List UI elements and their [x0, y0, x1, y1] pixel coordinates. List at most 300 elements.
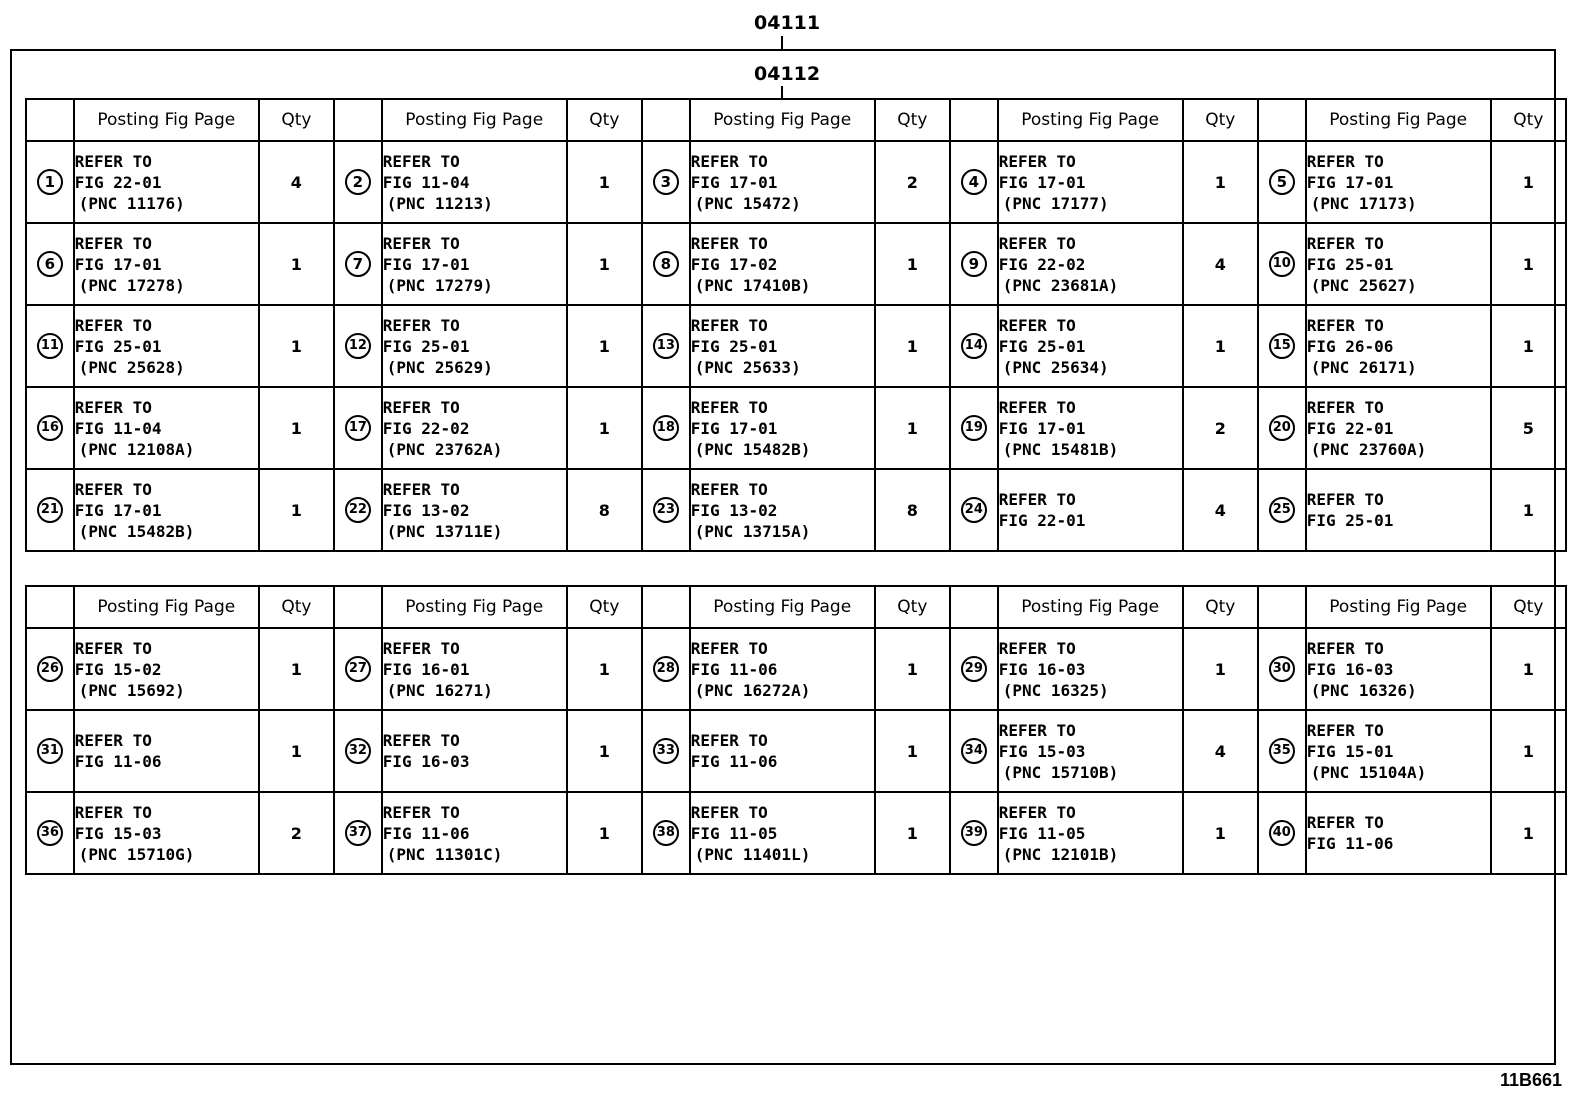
item-number-circle: 23: [653, 497, 679, 523]
item-number-cell: [642, 710, 690, 792]
item-number-circle: 15: [1269, 333, 1295, 359]
qty-cell: 1: [1491, 305, 1566, 387]
fig-reference: FIG 22-02: [998, 254, 1086, 274]
fig-reference: FIG 16-03: [998, 659, 1086, 679]
fig-reference: FIG 16-03: [382, 752, 470, 771]
header-row: [26, 586, 1566, 628]
qty-cell: 4: [1183, 223, 1258, 305]
item-number-cell: [334, 792, 382, 874]
table-row: [26, 305, 1566, 387]
item-number-circle: 6: [37, 251, 63, 277]
header-posting-fig-page: Posting Fig Page: [1306, 586, 1491, 628]
qty-cell: 8: [567, 469, 642, 551]
posting-fig-page-cell: [382, 387, 567, 469]
header-number-cell: [334, 586, 382, 628]
item-number-cell: [642, 792, 690, 874]
posting-fig-page-cell: [998, 628, 1183, 710]
refer-to-text: REFER TO: [382, 479, 460, 499]
qty-cell: 1: [567, 305, 642, 387]
posting-fig-page-cell: [1306, 141, 1491, 223]
refer-to-text: REFER TO: [74, 397, 152, 417]
item-number-cell: [950, 305, 998, 387]
item-number-cell: [334, 387, 382, 469]
posting-fig-page-cell: [1306, 469, 1491, 551]
item-number-circle: 10: [1269, 251, 1295, 277]
figure-code: 11B661: [1499, 1070, 1562, 1090]
pnc-reference: (PNC 17177): [1002, 193, 1109, 213]
item-number-circle: 37: [345, 820, 371, 846]
item-number-circle: 24: [961, 497, 987, 523]
refer-to-text: REFER TO: [690, 151, 768, 171]
header-number-cell: [26, 586, 74, 628]
fig-reference: FIG 11-06: [74, 752, 162, 771]
fig-reference: FIG 11-06: [690, 752, 778, 771]
posting-fig-page-cell: [382, 628, 567, 710]
item-number-cell: [334, 710, 382, 792]
header-posting-fig-page: Posting Fig Page: [998, 99, 1183, 141]
fig-reference: FIG 25-01: [1306, 254, 1394, 274]
item-number-cell: [1258, 628, 1306, 710]
pnc-reference: (PNC 11401L): [694, 844, 811, 864]
refer-to-text: REFER TO: [1306, 720, 1384, 740]
item-number-cell: [642, 469, 690, 551]
pnc-reference: (PNC 25628): [78, 357, 185, 377]
fig-reference: FIG 15-02: [74, 659, 162, 679]
posting-fig-page-cell: [74, 305, 259, 387]
qty-cell: 1: [1491, 628, 1566, 710]
item-number-circle: 32: [345, 738, 371, 764]
item-number-cell: [642, 305, 690, 387]
item-number-cell: [1258, 792, 1306, 874]
refer-to-text: REFER TO: [690, 638, 768, 658]
header-qty: Qty: [875, 586, 950, 628]
fig-reference: FIG 11-06: [382, 823, 470, 843]
qty-cell: 1: [1183, 141, 1258, 223]
header-qty: Qty: [1183, 586, 1258, 628]
refer-to-text: REFER TO: [998, 315, 1076, 335]
item-number-cell: [26, 305, 74, 387]
pnc-reference: (PNC 12108A): [78, 439, 195, 459]
refer-to-text: REFER TO: [690, 397, 768, 417]
posting-fig-page-cell: [690, 469, 875, 551]
pnc-reference: (PNC 16272A): [694, 680, 811, 700]
header-posting-fig-page: Posting Fig Page: [1306, 99, 1491, 141]
item-number-circle: 36: [37, 820, 63, 846]
item-number-circle: 11: [37, 333, 63, 359]
posting-fig-page-cell: [74, 141, 259, 223]
header-row: [26, 99, 1566, 141]
fig-reference: FIG 11-05: [998, 823, 1086, 843]
qty-cell: 1: [567, 223, 642, 305]
refer-to-text: REFER TO: [998, 638, 1076, 658]
posting-fig-page-cell: [382, 469, 567, 551]
qty-cell: 1: [259, 223, 334, 305]
refer-to-text: REFER TO: [74, 479, 152, 499]
posting-fig-page-cell: [998, 305, 1183, 387]
table-row: [26, 223, 1566, 305]
item-number-circle: 12: [345, 333, 371, 359]
item-number-circle: 34: [961, 738, 987, 764]
qty-cell: 1: [567, 710, 642, 792]
pnc-reference: (PNC 15482B): [78, 521, 195, 541]
posting-fig-page-cell: [690, 710, 875, 792]
item-number-cell: [642, 223, 690, 305]
item-number-cell: [642, 628, 690, 710]
qty-cell: 2: [1183, 387, 1258, 469]
pnc-reference: (PNC 15710G): [78, 844, 195, 864]
header-qty: Qty: [875, 99, 950, 141]
pnc-reference: (PNC 25634): [1002, 357, 1109, 377]
item-number-circle: 13: [653, 333, 679, 359]
item-number-cell: [1258, 141, 1306, 223]
qty-cell: 1: [567, 792, 642, 874]
fig-reference: FIG 11-05: [690, 823, 778, 843]
header-qty: Qty: [259, 586, 334, 628]
item-number-circle: 22: [345, 497, 371, 523]
fig-reference: FIG 13-02: [382, 500, 470, 520]
header-posting-fig-page: Posting Fig Page: [690, 99, 875, 141]
refer-to-text: REFER TO: [382, 638, 460, 658]
pnc-reference: (PNC 16326): [1310, 680, 1417, 700]
pnc-reference: (PNC 15692): [78, 680, 185, 700]
qty-cell: 1: [1491, 223, 1566, 305]
item-number-cell: [950, 710, 998, 792]
item-number-cell: [950, 387, 998, 469]
pnc-reference: (PNC 15472): [694, 193, 801, 213]
item-number-cell: [26, 387, 74, 469]
fig-reference: FIG 17-01: [998, 418, 1086, 438]
fig-reference: FIG 11-06: [690, 659, 778, 679]
item-number-circle: 4: [961, 169, 987, 195]
refer-to-text: REFER TO: [382, 315, 460, 335]
pnc-reference: (PNC 23681A): [1002, 275, 1119, 295]
pnc-reference: (PNC 15710B): [1002, 762, 1119, 782]
fig-reference: FIG 22-01: [1306, 418, 1394, 438]
posting-fig-page-cell: [1306, 710, 1491, 792]
refer-to-text: REFER TO: [998, 802, 1076, 822]
pnc-reference: (PNC 17279): [386, 275, 493, 295]
qty-cell: 4: [259, 141, 334, 223]
pnc-reference: (PNC 17278): [78, 275, 185, 295]
fig-reference: FIG 17-01: [690, 418, 778, 438]
item-number-circle: 33: [653, 738, 679, 764]
fig-reference: FIG 25-01: [74, 336, 162, 356]
reference-table-1: [25, 98, 1567, 552]
fig-reference: FIG 25-01: [690, 336, 778, 356]
qty-cell: 1: [1491, 792, 1566, 874]
fig-reference: FIG 15-03: [998, 741, 1086, 761]
fig-reference: FIG 17-02: [690, 254, 778, 274]
pnc-reference: (PNC 25629): [386, 357, 493, 377]
refer-to-text: REFER TO: [382, 802, 460, 822]
header-number-cell: [1258, 99, 1306, 141]
fig-reference: FIG 16-03: [1306, 659, 1394, 679]
header-qty: Qty: [1183, 99, 1258, 141]
item-number-cell: [334, 141, 382, 223]
inner-part-label: 04112: [754, 63, 821, 85]
item-number-circle: 27: [345, 656, 371, 682]
qty-cell: 1: [259, 305, 334, 387]
qty-cell: 4: [1183, 710, 1258, 792]
posting-fig-page-cell: [690, 792, 875, 874]
posting-fig-page-cell: [382, 710, 567, 792]
refer-to-text: REFER TO: [1306, 490, 1384, 509]
item-number-cell: [334, 469, 382, 551]
fig-reference: FIG 11-04: [74, 418, 162, 438]
table-row: [26, 469, 1566, 551]
reference-table-2: [25, 585, 1567, 875]
posting-fig-page-cell: [382, 141, 567, 223]
item-number-circle: 30: [1269, 656, 1295, 682]
refer-to-text: REFER TO: [74, 315, 152, 335]
posting-fig-page-cell: [74, 628, 259, 710]
refer-to-text: REFER TO: [382, 151, 460, 171]
pnc-reference: (PNC 26171): [1310, 357, 1417, 377]
qty-cell: 1: [1491, 710, 1566, 792]
header-qty: Qty: [259, 99, 334, 141]
item-number-circle: 2: [345, 169, 371, 195]
posting-fig-page-cell: [74, 469, 259, 551]
qty-cell: 5: [1491, 387, 1566, 469]
fig-reference: FIG 15-01: [1306, 741, 1394, 761]
refer-to-text: REFER TO: [998, 490, 1076, 509]
table-row: [26, 628, 1566, 710]
qty-cell: 1: [567, 628, 642, 710]
qty-cell: 1: [259, 628, 334, 710]
item-number-circle: 9: [961, 251, 987, 277]
item-number-circle: 1: [37, 169, 63, 195]
header-number-cell: [950, 99, 998, 141]
fig-reference: FIG 22-01: [998, 511, 1086, 530]
refer-to-text: REFER TO: [690, 315, 768, 335]
refer-to-text: REFER TO: [998, 720, 1076, 740]
refer-to-text: REFER TO: [1306, 638, 1384, 658]
item-number-circle: 38: [653, 820, 679, 846]
pnc-reference: (PNC 25633): [694, 357, 801, 377]
refer-to-text: REFER TO: [382, 731, 460, 750]
header-posting-fig-page: Posting Fig Page: [382, 99, 567, 141]
outer-part-label: 04111: [754, 12, 821, 34]
pnc-reference: (PNC 16325): [1002, 680, 1109, 700]
header-posting-fig-page: Posting Fig Page: [998, 586, 1183, 628]
item-number-cell: [26, 469, 74, 551]
refer-to-text: REFER TO: [998, 151, 1076, 171]
qty-cell: 1: [259, 710, 334, 792]
pnc-reference: (PNC 11176): [78, 193, 185, 213]
refer-to-text: REFER TO: [690, 802, 768, 822]
item-number-cell: [950, 223, 998, 305]
fig-reference: FIG 11-06: [1306, 834, 1394, 853]
posting-fig-page-cell: [382, 792, 567, 874]
item-number-cell: [26, 792, 74, 874]
fig-reference: FIG 17-01: [998, 172, 1086, 192]
posting-fig-page-cell: [998, 710, 1183, 792]
item-number-cell: [642, 387, 690, 469]
posting-fig-page-cell: [998, 141, 1183, 223]
item-number-circle: 31: [37, 738, 63, 764]
qty-cell: 1: [875, 223, 950, 305]
refer-to-text: REFER TO: [1306, 397, 1384, 417]
header-qty: Qty: [1491, 586, 1566, 628]
item-number-cell: [950, 469, 998, 551]
refer-to-text: REFER TO: [998, 397, 1076, 417]
fig-reference: FIG 22-02: [382, 418, 470, 438]
header-posting-fig-page: Posting Fig Page: [74, 99, 259, 141]
refer-to-text: REFER TO: [690, 479, 768, 499]
fig-reference: FIG 11-04: [382, 172, 470, 192]
item-number-circle: 35: [1269, 738, 1295, 764]
header-number-cell: [642, 99, 690, 141]
item-number-cell: [950, 628, 998, 710]
qty-cell: 1: [567, 141, 642, 223]
refer-to-text: REFER TO: [690, 233, 768, 253]
pnc-reference: (PNC 25627): [1310, 275, 1417, 295]
pnc-reference: (PNC 17410B): [694, 275, 811, 295]
item-number-circle: 16: [37, 415, 63, 441]
pnc-reference: (PNC 11213): [386, 193, 493, 213]
item-number-circle: 20: [1269, 415, 1295, 441]
qty-cell: 1: [1183, 305, 1258, 387]
posting-fig-page-cell: [690, 628, 875, 710]
refer-to-text: REFER TO: [690, 731, 768, 750]
refer-to-text: REFER TO: [1306, 315, 1384, 335]
fig-reference: FIG 15-03: [74, 823, 162, 843]
fig-reference: FIG 25-01: [1306, 511, 1394, 530]
qty-cell: 1: [875, 628, 950, 710]
pnc-reference: (PNC 15104A): [1310, 762, 1427, 782]
qty-cell: 2: [259, 792, 334, 874]
header-qty: Qty: [1491, 99, 1566, 141]
pnc-reference: (PNC 13711E): [386, 521, 503, 541]
item-number-circle: 21: [37, 497, 63, 523]
item-number-circle: 26: [37, 656, 63, 682]
item-number-circle: 8: [653, 251, 679, 277]
fig-reference: FIG 17-01: [74, 254, 162, 274]
table-row: [26, 710, 1566, 792]
fig-reference: FIG 17-01: [74, 500, 162, 520]
posting-fig-page-cell: [1306, 305, 1491, 387]
qty-cell: 1: [875, 387, 950, 469]
item-number-cell: [642, 141, 690, 223]
posting-fig-page-cell: [74, 710, 259, 792]
pnc-reference: (PNC 23760A): [1310, 439, 1427, 459]
qty-cell: 1: [875, 305, 950, 387]
header-number-cell: [950, 586, 998, 628]
pnc-reference: (PNC 16271): [386, 680, 493, 700]
refer-to-text: REFER TO: [1306, 151, 1384, 171]
item-number-cell: [1258, 387, 1306, 469]
refer-to-text: REFER TO: [1306, 233, 1384, 253]
item-number-circle: 14: [961, 333, 987, 359]
posting-fig-page-cell: [74, 387, 259, 469]
posting-fig-page-cell: [1306, 792, 1491, 874]
posting-fig-page-cell: [998, 792, 1183, 874]
item-number-circle: 7: [345, 251, 371, 277]
item-number-cell: [334, 305, 382, 387]
fig-reference: FIG 26-06: [1306, 336, 1394, 356]
refer-to-text: REFER TO: [998, 233, 1076, 253]
pnc-reference: (PNC 11301C): [386, 844, 503, 864]
posting-fig-page-cell: [998, 223, 1183, 305]
fig-reference: FIG 25-01: [382, 336, 470, 356]
header-number-cell: [334, 99, 382, 141]
fig-reference: FIG 13-02: [690, 500, 778, 520]
header-number-cell: [26, 99, 74, 141]
posting-fig-page-cell: [74, 792, 259, 874]
posting-fig-page-cell: [998, 469, 1183, 551]
refer-to-text: REFER TO: [74, 638, 152, 658]
qty-cell: 1: [259, 469, 334, 551]
item-number-cell: [1258, 710, 1306, 792]
qty-cell: 4: [1183, 469, 1258, 551]
table-row: [26, 792, 1566, 874]
fig-reference: FIG 25-01: [998, 336, 1086, 356]
refer-to-text: REFER TO: [74, 802, 152, 822]
header-posting-fig-page: Posting Fig Page: [690, 586, 875, 628]
header-posting-fig-page: Posting Fig Page: [382, 586, 567, 628]
refer-to-text: REFER TO: [1306, 813, 1384, 832]
item-number-circle: 19: [961, 415, 987, 441]
posting-fig-page-cell: [690, 305, 875, 387]
refer-to-text: REFER TO: [382, 233, 460, 253]
item-number-cell: [1258, 469, 1306, 551]
posting-fig-page-cell: [382, 223, 567, 305]
fig-reference: FIG 16-01: [382, 659, 470, 679]
item-number-circle: 39: [961, 820, 987, 846]
pnc-reference: (PNC 17173): [1310, 193, 1417, 213]
posting-fig-page-cell: [1306, 387, 1491, 469]
header-number-cell: [642, 586, 690, 628]
posting-fig-page-cell: [382, 305, 567, 387]
item-number-circle: 40: [1269, 820, 1295, 846]
pnc-reference: (PNC 15482B): [694, 439, 811, 459]
item-number-circle: 17: [345, 415, 371, 441]
item-number-circle: 18: [653, 415, 679, 441]
item-number-circle: 29: [961, 656, 987, 682]
qty-cell: 2: [875, 141, 950, 223]
refer-to-text: REFER TO: [74, 151, 152, 171]
qty-cell: 1: [1491, 141, 1566, 223]
item-number-cell: [26, 223, 74, 305]
item-number-circle: 5: [1269, 169, 1295, 195]
refer-to-text: REFER TO: [74, 233, 152, 253]
item-number-cell: [26, 141, 74, 223]
header-number-cell: [1258, 586, 1306, 628]
refer-to-text: REFER TO: [382, 397, 460, 417]
fig-reference: FIG 17-01: [382, 254, 470, 274]
table-row: [26, 387, 1566, 469]
qty-cell: 1: [567, 387, 642, 469]
posting-fig-page-cell: [690, 387, 875, 469]
qty-cell: 1: [875, 792, 950, 874]
fig-reference: FIG 22-01: [74, 172, 162, 192]
posting-fig-page-cell: [998, 387, 1183, 469]
outer-leader-line: [781, 36, 783, 50]
qty-cell: 1: [259, 387, 334, 469]
item-number-cell: [26, 710, 74, 792]
qty-cell: 1: [1491, 469, 1566, 551]
qty-cell: 1: [1183, 792, 1258, 874]
posting-fig-page-cell: [690, 223, 875, 305]
posting-fig-page-cell: [74, 223, 259, 305]
pnc-reference: (PNC 12101B): [1002, 844, 1119, 864]
pnc-reference: (PNC 15481B): [1002, 439, 1119, 459]
qty-cell: 1: [1183, 628, 1258, 710]
item-number-cell: [1258, 305, 1306, 387]
header-qty: Qty: [567, 586, 642, 628]
header-qty: Qty: [567, 99, 642, 141]
fig-reference: FIG 17-01: [690, 172, 778, 192]
